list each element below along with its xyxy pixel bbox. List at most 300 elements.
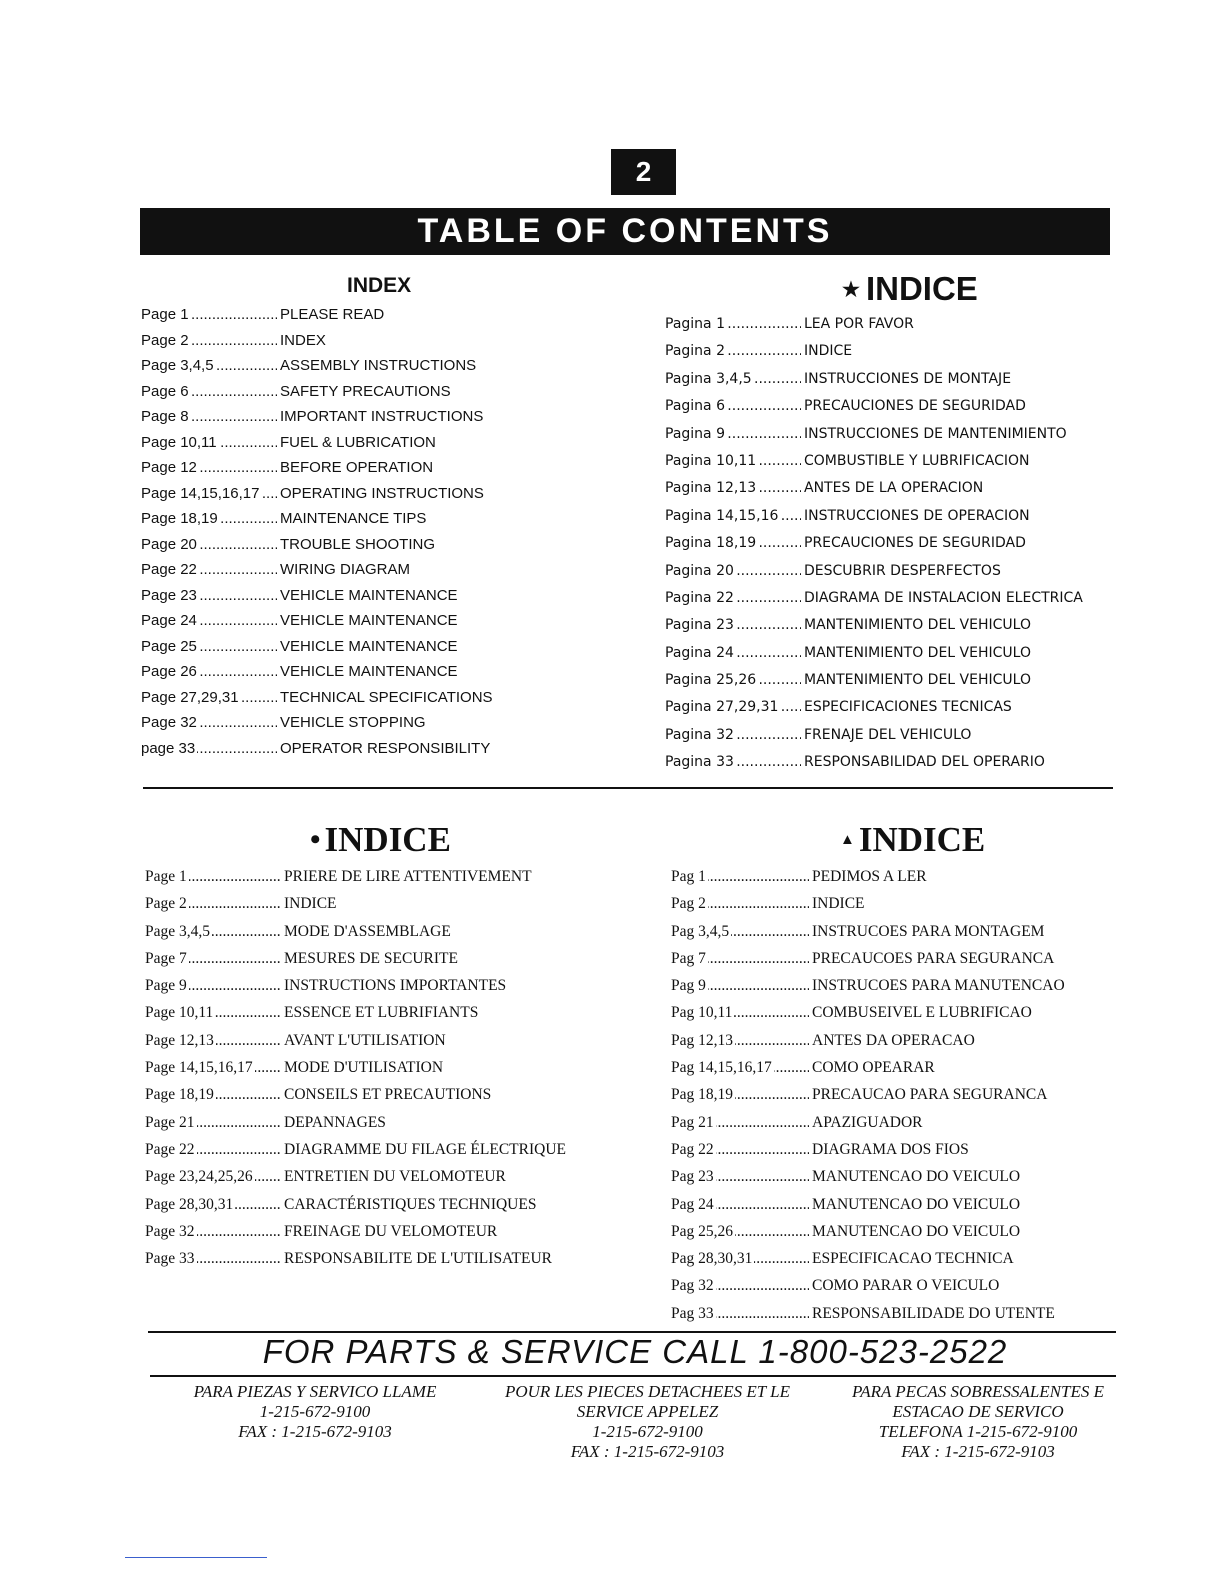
toc-entry-title: MAINTENANCE TIPS — [280, 510, 427, 527]
toc-page-ref — [145, 1086, 281, 1104]
toc-page-label: Pagina 2 — [665, 343, 725, 360]
toc-entry-title: IMPORTANT INSTRUCTIONS — [280, 408, 484, 425]
toc-entry — [141, 383, 493, 409]
toc-entry — [665, 590, 1083, 617]
toc-entry — [145, 1223, 566, 1250]
toc-page-ref — [141, 306, 277, 323]
portuguese-heading-text: INDICE — [858, 820, 986, 859]
toc-entry-title: RESPONSABILIDADE DO UTENTE — [812, 1304, 1055, 1322]
toc-page-label: Pagina 32 — [665, 726, 734, 743]
toc-page-ref — [665, 535, 801, 551]
toc-entry-title: MANUTENCAO DO VEICULO — [812, 1168, 1021, 1186]
toc-entry-title: PRIERE DE LIRE ATTENTIVEMENT — [284, 868, 532, 885]
portuguese-contact-phone: TELEFONA 1-215-672-9100 — [878, 1422, 1078, 1441]
toc-page-label: Page 12,13 — [145, 1031, 214, 1049]
star-icon: ★ — [842, 278, 860, 301]
spanish-contact-line: PARA PIEZAS Y SERVICO LLAME — [193, 1382, 437, 1401]
portuguese-contact — [830, 1382, 1126, 1462]
toc-entry-title: INSTRUCCIONES DE MONTAJE — [804, 370, 1012, 387]
toc-entry — [145, 1141, 566, 1168]
toc-page-ref — [671, 1141, 809, 1159]
toc-page-label: Pag 24 — [671, 1195, 714, 1213]
toc-entry — [665, 480, 1083, 507]
toc-entry — [141, 638, 493, 664]
toc-page-label: Page 10,11 — [145, 1004, 214, 1022]
toc-page-label: Pag 3,4,5 — [671, 922, 730, 940]
toc-entry-title: ESPECIFICACAO TECHNICA — [812, 1250, 1014, 1268]
toc-entry-title: OPERATOR RESPONSIBILITY — [280, 739, 491, 757]
toc-page-label: Page 10,11 — [141, 433, 217, 451]
toc-entry-title: BEFORE OPERATION — [280, 459, 434, 476]
toc-page-label: Pagina 33 — [665, 754, 734, 771]
toc-page-ref — [665, 453, 801, 469]
toc-page-ref — [145, 1196, 281, 1214]
toc-entry-title: FUEL & LUBRICATION — [280, 433, 436, 451]
toc-entry — [671, 1059, 1065, 1086]
toc-entry-title: COMO OPEARAR — [812, 1059, 935, 1077]
toc-entry — [671, 1086, 1065, 1113]
toc-page-ref — [671, 895, 809, 913]
toc-entry-title: PRECAUCOES PARA SEGURANCA — [812, 949, 1055, 967]
toc-page-ref — [671, 950, 809, 968]
toc-entry — [665, 727, 1083, 754]
toc-entry-title: VEHICLE MAINTENANCE — [280, 612, 458, 629]
toc-page-ref — [665, 699, 801, 715]
toc-page-label: Pag 33 — [671, 1304, 714, 1322]
toc-entry-title: SAFETY PRECAUTIONS — [280, 382, 451, 400]
toc-entry — [665, 563, 1083, 590]
toc-page-ref — [141, 561, 277, 578]
toc-entry — [145, 1168, 566, 1195]
spanish-heading-text: INDICE — [865, 270, 978, 307]
toc-page-ref — [145, 895, 281, 913]
toc-page-label: Page 1 — [145, 868, 187, 885]
toc-page-label: Pag 18,19 — [671, 1086, 733, 1104]
toc-entry — [665, 316, 1083, 343]
toc-page-label: Pagina 12,13 — [665, 480, 757, 497]
toc-page-ref — [671, 977, 809, 995]
toc-entry — [141, 612, 493, 638]
toc-page-ref — [671, 1223, 809, 1241]
toc-page-label: Page 9 — [145, 977, 187, 995]
toc-page-label: Pag 14,15,16,17 — [671, 1059, 772, 1077]
french-heading-text: INDICE — [324, 820, 451, 859]
toc-page-ref — [671, 1168, 809, 1186]
toc-entry — [145, 1114, 566, 1141]
toc-page-label: Page 20 — [141, 535, 197, 553]
toc-page-ref — [141, 485, 277, 502]
toc-page-ref — [665, 371, 801, 387]
toc-entry-title: VEHICLE MAINTENANCE — [280, 586, 458, 604]
toc-page-label: Pag 32 — [671, 1277, 714, 1295]
toc-entry — [671, 1004, 1065, 1031]
toc-entry-title: INDEX — [280, 331, 326, 349]
toc-entry-title: WIRING DIAGRAM — [280, 561, 410, 578]
toc-page-label: Pagina 27,29,31 — [665, 699, 779, 716]
toc-page-label: Page 2 — [141, 331, 189, 349]
toc-page-ref — [671, 1086, 809, 1104]
toc-page-ref — [665, 508, 801, 524]
toc-page-ref — [145, 1114, 281, 1132]
toc-page-ref — [141, 510, 277, 527]
toc-entry — [671, 1168, 1065, 1195]
toc-page-label: Pag 25,26 — [671, 1222, 733, 1240]
toc-page-ref — [665, 398, 801, 414]
toc-page-label: Page 3,4,5 — [145, 922, 211, 940]
toc-page-label: Pag 9 — [671, 977, 706, 995]
toc-entry — [141, 485, 493, 511]
toc-page-ref — [145, 1059, 281, 1077]
toc-page-ref — [665, 727, 801, 743]
toc-entry-title: PRECAUCAO PARA SEGURANCA — [812, 1086, 1048, 1104]
toc-page-label: Pagina 22 — [665, 589, 734, 606]
toc-page-label: Pagina 20 — [665, 562, 734, 579]
toc-entry-title: FREINAGE DU VELOMOTEUR — [284, 1222, 498, 1240]
toc-entry-title: MANTENIMIENTO DEL VEHICULO — [804, 644, 1031, 661]
toc-page-ref — [665, 316, 801, 332]
toc-entry — [145, 1004, 566, 1031]
toc-entry-title: PLEASE READ — [280, 306, 385, 323]
triangle-icon: ▲ — [840, 831, 855, 848]
toc-page-ref — [141, 587, 277, 604]
toc-page-label: Pagina 24 — [665, 644, 734, 661]
toc-entry — [141, 434, 493, 460]
toc-page-label: Pag 12,13 — [671, 1031, 733, 1049]
toc-page-label: Page 1 — [141, 306, 189, 323]
toc-entry — [665, 672, 1083, 699]
section-divider — [143, 787, 1113, 789]
portuguese-index-heading — [840, 820, 985, 860]
toc-entry-title: INSTRUCCIONES DE OPERACION — [804, 507, 1030, 524]
toc-entry-title: INSTRUCCIONES DE MANTENIMIENTO — [804, 425, 1067, 442]
toc-entry — [665, 508, 1083, 535]
toc-entry — [665, 535, 1083, 562]
footer-bottom-rule — [150, 1375, 1116, 1377]
toc-entry — [145, 1032, 566, 1059]
toc-entry-title: TECHNICAL SPECIFICATIONS — [280, 688, 493, 706]
toc-entry — [141, 332, 493, 358]
toc-page-label: Page 23 — [141, 586, 197, 604]
toc-entry-title: VEHICLE STOPPING — [280, 714, 426, 731]
spanish-index-heading — [842, 270, 978, 308]
toc-entry — [145, 895, 566, 922]
bottom-link-underline — [125, 1557, 267, 1558]
toc-page-label: Page 21 — [145, 1113, 195, 1131]
toc-page-label: Page 26 — [141, 663, 197, 680]
toc-page-label: Page 14,15,16,17 — [141, 484, 260, 502]
toc-entry — [671, 950, 1065, 977]
toc-page-ref — [665, 645, 801, 661]
toc-entry-title: AVANT L'UTILISATION — [284, 1031, 446, 1049]
toc-page-ref — [141, 612, 277, 629]
toc-page-label: Page 12 — [141, 459, 197, 476]
toc-entry-title: CONSEILS ET PRECAUTIONS — [284, 1086, 492, 1104]
toc-entry-title: PRECAUCIONES DE SEGURIDAD — [804, 398, 1026, 415]
toc-entry-title: INSTRUCOES PARA MONTAGEM — [812, 922, 1045, 940]
english-index-heading: INDEX — [347, 274, 412, 297]
toc-entry — [671, 1114, 1065, 1141]
toc-page-label: Page 3,4,5 — [141, 357, 214, 374]
toc-entry — [141, 689, 493, 715]
toc-page-label: Page 18,19 — [141, 510, 218, 527]
toc-page-ref — [671, 1250, 809, 1268]
toc-page-label: Pag 28,30,31 — [671, 1250, 753, 1268]
toc-entry — [671, 1250, 1065, 1277]
french-contact-line2: SERVICE APPELEZ — [576, 1402, 719, 1421]
toc-entry — [671, 1032, 1065, 1059]
toc-entry-title: INDICE — [812, 895, 865, 913]
toc-entry — [141, 740, 493, 766]
toc-page-label: Page 2 — [145, 895, 187, 913]
toc-page-label: Page 8 — [141, 408, 189, 425]
french-contact-line1: POUR LES PIECES DETACHEES ET LE — [504, 1382, 791, 1401]
toc-page-ref — [145, 868, 281, 886]
toc-entry — [145, 1196, 566, 1223]
toc-entry-title: ASSEMBLY INSTRUCTIONS — [280, 357, 477, 374]
toc-entry — [665, 699, 1083, 726]
page-number-badge: 2 — [611, 149, 676, 195]
toc-page-ref — [665, 343, 801, 359]
toc-page-ref — [145, 1032, 281, 1050]
toc-entry-title: COMO PARAR O VEICULO — [812, 1277, 1000, 1295]
toc-entry — [145, 1250, 566, 1277]
toc-entry-title: APAZIGUADOR — [812, 1113, 923, 1131]
toc-entry-title: PRECAUCIONES DE SEGURIDAD — [804, 535, 1026, 552]
toc-page-label: Pag 22 — [671, 1140, 714, 1158]
toc-page-label: Pag 1 — [671, 868, 706, 885]
toc-entry-title: INDICE — [284, 895, 337, 913]
toc-entry-title: DIAGRAMA DE INSTALACION ELECTRICA — [804, 589, 1083, 606]
toc-page-ref — [145, 977, 281, 995]
toc-entry — [665, 754, 1083, 781]
toc-page-label: Pagina 23 — [665, 617, 734, 634]
toc-page-label: Page 18,19 — [145, 1086, 214, 1104]
toc-page-ref — [145, 1168, 281, 1186]
toc-entry — [671, 1223, 1065, 1250]
toc-page-label: Page 33 — [145, 1250, 195, 1268]
toc-page-label: Page 14,15,16,17 — [145, 1059, 253, 1077]
toc-entry-title: RESPONSABILITE DE L'UTILISATEUR — [284, 1250, 553, 1268]
toc-page-ref — [145, 1004, 281, 1022]
bullet-icon: • — [310, 823, 321, 856]
toc-entry — [671, 868, 1065, 895]
toc-page-ref — [145, 1250, 281, 1268]
toc-entry-title: CARACTÉRISTIQUES TECHNIQUES — [284, 1195, 537, 1213]
toc-entry — [141, 536, 493, 562]
toc-entry — [145, 868, 566, 895]
toc-page-label: Pagina 3,4,5 — [665, 370, 752, 387]
toc-entry — [671, 1305, 1065, 1332]
toc-entry — [671, 1196, 1065, 1223]
toc-page-label: Pagina 9 — [665, 425, 725, 442]
toc-entry-title: DESCUBRIR DESPERFECTOS — [804, 562, 1001, 579]
portuguese-contact-line2: ESTACAO DE SERVICO — [892, 1402, 1064, 1421]
toc-page-ref — [671, 868, 809, 886]
toc-entry-title: COMBUSEIVEL E LUBRIFICAO — [812, 1004, 1032, 1022]
toc-page-label: Page 28,30,31 — [145, 1195, 234, 1213]
toc-page-ref — [671, 923, 809, 941]
toc-entry-title: PEDIMOS A LER — [812, 868, 927, 885]
toc-entry — [145, 1059, 566, 1086]
toc-entry-title: MESURES DE SECURITE — [284, 949, 458, 967]
toc-entry — [671, 895, 1065, 922]
toc-entry — [141, 663, 493, 689]
toc-page-label: Page 25 — [141, 637, 197, 655]
toc-page-label: Page 22 — [145, 1140, 195, 1158]
toc-page-label: Pag 23 — [671, 1168, 714, 1186]
toc-entry-title: DEPANNAGES — [284, 1113, 386, 1131]
french-toc-list — [145, 868, 566, 1277]
toc-entry — [141, 714, 493, 740]
toc-page-ref — [665, 426, 801, 442]
toc-entry-title: ENTRETIEN DU VELOMOTEUR — [284, 1168, 506, 1186]
toc-page-ref — [665, 672, 801, 688]
toc-page-label: Pagina 14,15,16 — [665, 507, 779, 524]
toc-entry — [665, 398, 1083, 425]
toc-entry-title: MODE D'UTILISATION — [284, 1059, 444, 1077]
toc-page-label: Page 24 — [141, 612, 197, 629]
spanish-contact-fax: FAX : 1-215-672-9103 — [238, 1422, 392, 1441]
toc-page-ref — [671, 1305, 809, 1323]
toc-page-ref — [145, 1223, 281, 1241]
french-contact-fax: FAX : 1-215-672-9103 — [570, 1442, 725, 1461]
toc-page-label: Pagina 6 — [665, 398, 725, 415]
toc-entry — [665, 645, 1083, 672]
toc-page-ref — [141, 714, 277, 731]
toc-page-ref — [665, 590, 801, 606]
toc-entry — [671, 1141, 1065, 1168]
toc-entry-title: INDICE — [804, 343, 853, 360]
toc-entry-title: ANTES DE LA OPERACION — [804, 480, 984, 497]
toc-entry — [141, 510, 493, 536]
toc-page-ref — [141, 689, 277, 706]
toc-entry-title: VEHICLE MAINTENANCE — [280, 637, 458, 655]
toc-page-label: Page 22 — [141, 561, 197, 578]
toc-entry-title: MANUTENCAO DO VEICULO — [812, 1195, 1021, 1213]
toc-entry-title: ESPECIFICACIONES TECNICAS — [804, 699, 1012, 716]
toc-page-ref — [145, 1141, 281, 1159]
toc-entry-title: INSTRUCOES PARA MANUTENCAO — [812, 977, 1065, 995]
toc-entry-title: DIAGRAMA DOS FIOS — [812, 1140, 969, 1158]
portuguese-contact-fax: FAX : 1-215-672-9103 — [901, 1442, 1055, 1461]
french-index-heading — [310, 820, 451, 860]
toc-entry-title: LEA POR FAVOR — [804, 316, 914, 332]
toc-entry — [145, 977, 566, 1004]
service-call-banner: FOR PARTS & SERVICE CALL 1-800-523-2522 — [262, 1333, 1008, 1370]
toc-page-label: Pagina 10,11 — [665, 452, 757, 469]
toc-page-ref — [665, 563, 801, 579]
toc-page-label: page 33 — [141, 739, 196, 757]
french-contact — [490, 1382, 805, 1462]
toc-entry-title: MODE D'ASSEMBLAGE — [284, 922, 451, 940]
toc-entry — [671, 977, 1065, 1004]
toc-page-ref — [671, 1004, 809, 1022]
toc-entry-title: ESSENCE ET LUBRIFIANTS — [284, 1004, 479, 1022]
toc-entry — [141, 587, 493, 613]
toc-page-ref — [145, 950, 281, 968]
toc-page-ref — [665, 617, 801, 633]
toc-page-label: Pag 10,11 — [671, 1004, 733, 1022]
toc-entry — [665, 453, 1083, 480]
toc-entry — [145, 950, 566, 977]
toc-page-ref — [141, 434, 277, 451]
toc-page-ref — [665, 754, 801, 770]
page-title: TABLE OF CONTENTS — [140, 208, 1110, 255]
toc-entry-title: VEHICLE MAINTENANCE — [280, 663, 458, 680]
portuguese-toc-list — [671, 868, 1065, 1332]
toc-page-label: Page 7 — [145, 949, 187, 967]
toc-entry-title: COMBUSTIBLE Y LUBRIFICACION — [804, 452, 1030, 469]
toc-entry — [141, 561, 493, 587]
toc-entry — [665, 343, 1083, 370]
toc-entry — [665, 371, 1083, 398]
toc-entry — [671, 923, 1065, 950]
toc-page-ref — [141, 408, 277, 425]
toc-page-label: Page 32 — [141, 714, 197, 731]
toc-entry-title: MANTENIMIENTO DEL VEHICULO — [804, 672, 1031, 689]
toc-page-ref — [141, 459, 277, 476]
toc-entry — [141, 408, 493, 434]
toc-page-ref — [671, 1196, 809, 1214]
toc-page-ref — [671, 1059, 809, 1077]
toc-entry-title: OPERATING INSTRUCTIONS — [280, 484, 484, 502]
french-contact-phone: 1-215-672-9100 — [592, 1422, 703, 1441]
toc-entry — [665, 617, 1083, 644]
toc-page-ref — [665, 480, 801, 496]
toc-page-label: Pag 21 — [671, 1113, 714, 1131]
toc-entry-title: MANTENIMIENTO DEL VEHICULO — [804, 617, 1031, 634]
toc-entry-title: RESPONSABILIDAD DEL OPERARIO — [804, 754, 1045, 771]
toc-entry-title: MANUTENCAO DO VEICULO — [812, 1222, 1021, 1240]
toc-page-ref — [671, 1277, 809, 1295]
spanish-contact — [170, 1382, 460, 1442]
toc-page-ref — [145, 923, 281, 941]
toc-page-ref — [141, 638, 277, 655]
toc-page-label: Page 32 — [145, 1222, 195, 1240]
toc-page-ref — [141, 357, 277, 374]
toc-page-label: Page 27,29,31 — [141, 688, 239, 706]
toc-entry-title: ANTES DA OPERACAO — [812, 1031, 975, 1049]
toc-page-ref — [141, 663, 277, 680]
toc-entry — [141, 459, 493, 485]
toc-page-label: Page 23,24,25,26 — [145, 1168, 253, 1186]
toc-page-ref — [141, 383, 277, 400]
english-toc-list — [141, 306, 493, 765]
toc-page-label: Pagina 1 — [665, 316, 725, 332]
toc-entry — [141, 357, 493, 383]
toc-entry-title: INSTRUCTIONS IMPORTANTES — [284, 977, 507, 995]
toc-page-label: Page 6 — [141, 382, 189, 400]
toc-entry — [671, 1277, 1065, 1304]
toc-page-ref — [141, 332, 277, 349]
toc-entry — [145, 923, 566, 950]
spanish-contact-phone: 1-215-672-9100 — [259, 1402, 371, 1421]
toc-page-ref — [671, 1032, 809, 1050]
portuguese-contact-line1: PARA PECAS SOBRESSALENTES E — [852, 1382, 1104, 1401]
toc-entry — [665, 426, 1083, 453]
toc-entry-title: FRENAJE DEL VEHICULO — [804, 726, 972, 743]
toc-page-ref — [141, 740, 277, 757]
toc-entry — [141, 306, 493, 332]
toc-entry-title: DIAGRAMME DU FILAGE ÉLECTRIQUE — [284, 1140, 566, 1158]
toc-page-label: Pag 7 — [671, 949, 706, 967]
toc-entry — [145, 1086, 566, 1113]
toc-page-label: Pagina 18,19 — [665, 535, 757, 552]
toc-page-ref — [671, 1114, 809, 1132]
toc-page-ref — [141, 536, 277, 553]
toc-page-label: Pag 2 — [671, 895, 706, 913]
toc-entry-title: TROUBLE SHOOTING — [280, 535, 436, 553]
